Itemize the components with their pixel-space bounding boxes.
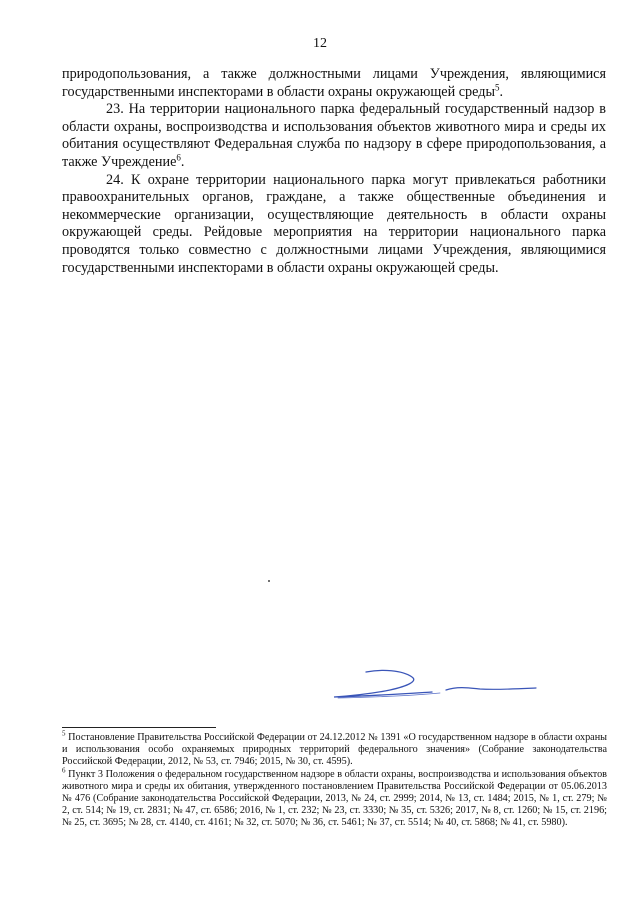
paragraph-text: 23. На территории национального парка федеральный государственный надзор в области охраны, воспроизводства и использования объектов животного мира и среды их обитания осуществляют Федеральная служба по надзору в сфере природопользования, а также Учреждение — [62, 101, 606, 170]
signature-mark — [330, 668, 540, 702]
paragraph-item-24 — [62, 172, 606, 278]
paragraph-end-punct: . — [499, 83, 504, 100]
paragraph-text: природопользования, а также должностными лицами Учреждения, являющимися государственными инспекторами в области охраны окружающей среды — [62, 66, 606, 100]
footnote-separator — [62, 727, 216, 728]
footnote-6 — [62, 766, 607, 830]
paragraph-end-punct: . — [180, 153, 185, 170]
paragraph-text: 24. К охране территории национального парка могут привлекаться работники правоохранительных органов, граждане, а также общественные объединения и некоммерческие организации, осуществляющие деятельность в области охраны окружающей среды. Рейдовые мероприятия на территории национального парка проводятся только совместно с должностными лицами Учреждения, являющимися государственными инспекторами в области охраны окружающей среды. — [62, 171, 606, 276]
scan-speck — [268, 580, 270, 582]
page-number: 12 — [313, 36, 327, 51]
body-text — [62, 66, 606, 277]
footnote-text: Постановление Правительства Российской Федерации от 24.12.2012 № 1391 «О государственном надзоре в области охраны и использования особо охраняемых природных территорий федерального значения» (Собрание законодательства Российской Федерации, 2012, № 53, ст. 7946; 2015, № 30, ст. 4595). — [62, 732, 607, 768]
paragraph-continuation — [62, 66, 606, 101]
footnote-ref-6[interactable]: 6 — [176, 152, 181, 163]
footnote-ref-5[interactable]: 5 — [495, 81, 500, 92]
footnote-text: Пункт 3 Положения о федеральном государственном надзоре в области охраны, воспроизводства и использования объектов животного мира и среды их обитания, утвержденного постановлением Правительства Российской Федерации от 05.06.2013 № 476 (Собрание законодательства Российской Федерации, 2013, № 24, ст. 2999; 2014, № 13, ст. 1484; 2015, № 1, ст. 279; № 2, ст. 514; № 19, ст. 2831; № 47, ст. 6586; 2016, № 1, ст. 232; № 23, ст. 3330; № 35, ст. 5326; 2017, № 8, ст. 1260; № 15, ст. 2196; № 25, ст. 3695; № 28, ст. 4140, ст. 4161; № 32, ст. 5070; № 36, ст. 5461; № 37, ст. 5514; № 40, ст. 5868; № 41, ст. 5980). — [62, 768, 607, 829]
footnote-marker: 5 — [62, 729, 66, 738]
footnote-marker: 6 — [62, 766, 66, 775]
footnote-5 — [62, 729, 607, 769]
paragraph-item-23 — [62, 101, 606, 171]
footnotes — [62, 729, 607, 830]
